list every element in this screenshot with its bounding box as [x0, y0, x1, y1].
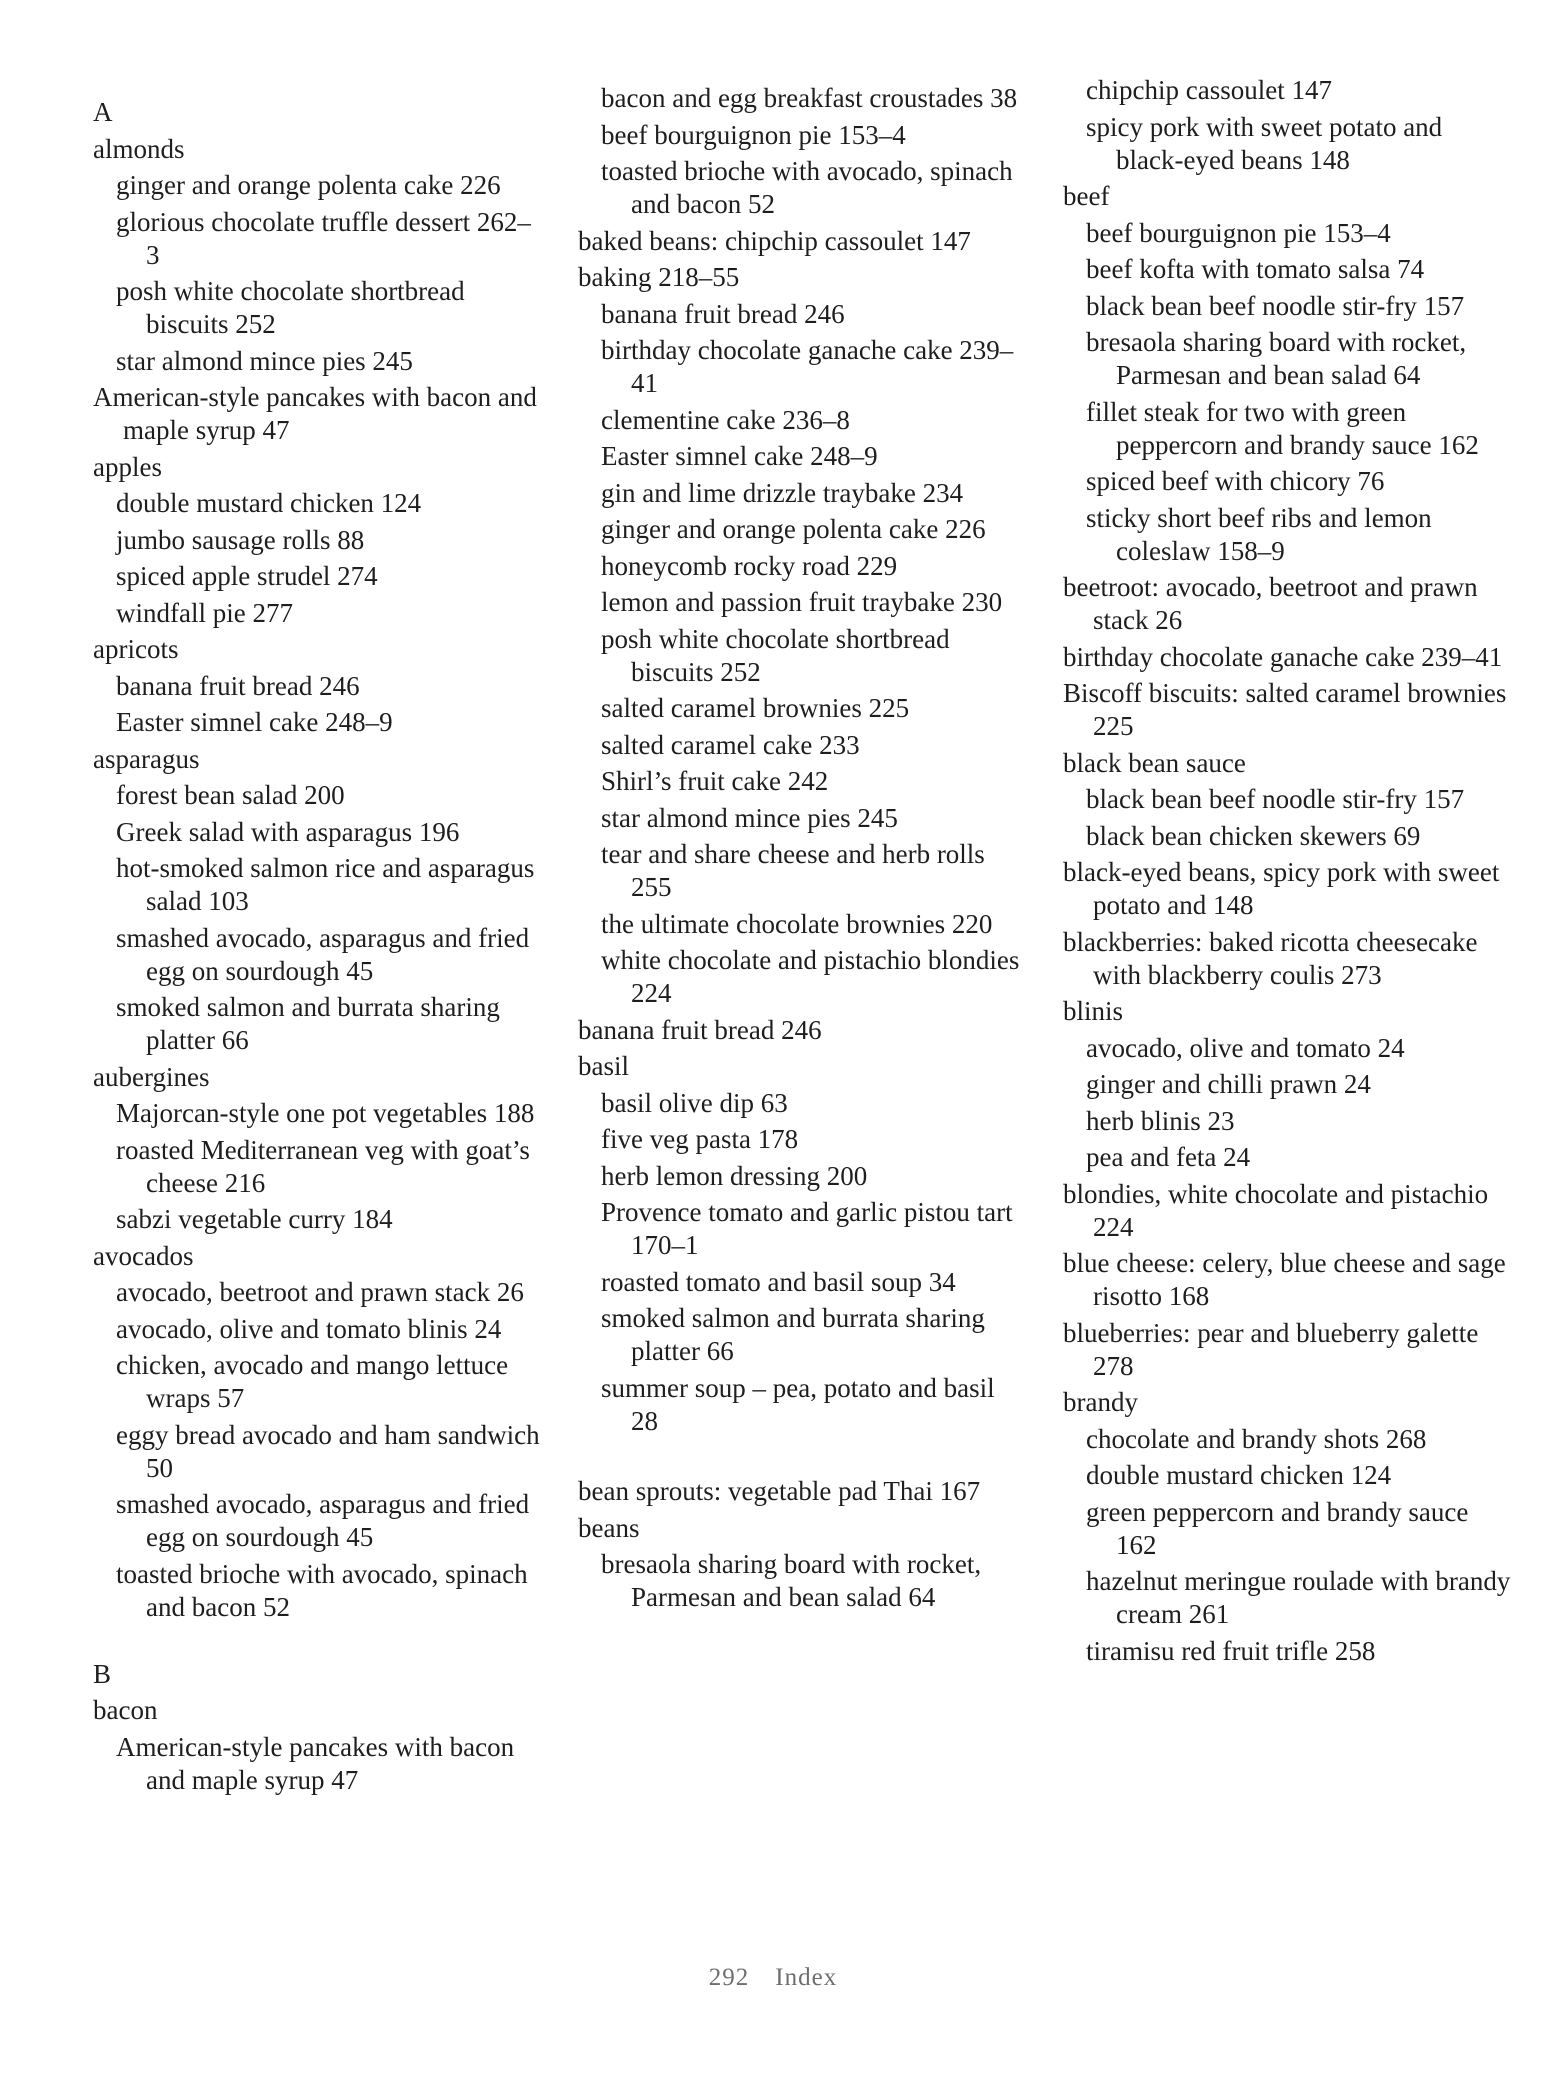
index-heading: blue cheese: celery, blue cheese and sage risotto 168	[1063, 1248, 1506, 1311]
index-subentry: green peppercorn and brandy sauce 162	[1086, 1496, 1469, 1560]
index-subentry: honeycomb rocky road 229	[601, 550, 898, 581]
index-column-3	[1063, 74, 1513, 1668]
index-heading: beef	[1063, 181, 1110, 211]
section-title: Index	[775, 1964, 838, 1991]
index-subentry: ginger and chilli prawn 24	[1086, 1069, 1371, 1099]
index-subentry: black bean chicken skewers 69	[1086, 820, 1421, 851]
index-subentry: white chocolate and pistachio blondies 224	[601, 945, 1020, 1008]
index-heading: beetroot: avocado, beetroot and prawn stack 26	[1063, 572, 1478, 635]
index-subentry: black bean beef noodle stir-fry 157	[1086, 290, 1465, 321]
index-subentry: smoked salmon and burrata sharing platter 66	[601, 1303, 985, 1366]
section-letter: A	[93, 97, 113, 127]
index-subentry: banana fruit bread 246	[601, 298, 845, 329]
index-subentry: spiced beef with chicory 76	[1086, 466, 1385, 496]
index-subentry: double mustard chicken 124	[116, 488, 422, 518]
index-subentry: sabzi vegetable curry 184	[116, 1204, 393, 1234]
index-heading: American-style pancakes with bacon and maple syrup 47	[93, 382, 537, 445]
index-subentry: bacon and egg breakfast croustades 38	[601, 83, 1018, 113]
index-subentry: tiramisu red fruit trifle 258	[1086, 1635, 1376, 1666]
index-subentry: chocolate and brandy shots 268	[1086, 1423, 1427, 1454]
index-subentry: herb lemon dressing 200	[601, 1160, 868, 1191]
index-heading: basil	[578, 1051, 629, 1081]
index-subentry: ginger and orange polenta cake 226	[116, 170, 501, 200]
index-subentry: star almond mince pies 245	[116, 345, 413, 376]
index-subentry: star almond mince pies 245	[601, 802, 898, 833]
index-heading: almonds	[93, 133, 185, 164]
index-heading: avocados	[93, 1240, 194, 1271]
index-subentry: clementine cake 236–8	[601, 404, 850, 435]
section-gap	[578, 1438, 1028, 1472]
index-subentry: banana fruit bread 246	[116, 670, 360, 701]
index-subentry: salted caramel brownies 225	[601, 693, 910, 723]
index-subentry: bresaola sharing board with rocket, Parmesan and bean salad 64	[1086, 327, 1467, 390]
index-heading: blackberries: baked ricotta cheesecake with blackberry coulis 273	[1063, 926, 1478, 990]
index-subentry: beef kofta with tomato salsa 74	[1086, 254, 1425, 284]
index-subentry: hazelnut meringue roulade with brandy cream 261	[1086, 1566, 1511, 1629]
index-subentry: beef bourguignon pie 153–4	[1086, 217, 1391, 248]
index-subentry: basil olive dip 63	[601, 1087, 788, 1118]
index-heading: apricots	[93, 634, 179, 664]
index-subentry: roasted Mediterranean veg with goat’s cheese 216	[116, 1134, 530, 1198]
index-subentry: salted caramel cake 233	[601, 729, 860, 760]
index-subentry: gin and lime drizzle traybake 234	[601, 477, 964, 508]
index-heading: blueberries: pear and blueberry galette 278	[1063, 1317, 1479, 1381]
index-heading: Biscoff biscuits: salted caramel brownies 225	[1063, 678, 1507, 741]
index-subentry: pea and feta 24	[1086, 1142, 1251, 1172]
index-subentry: chicken, avocado and mango lettuce wraps 57	[116, 1350, 509, 1413]
index-subentry: jumbo sausage rolls 88	[116, 524, 365, 555]
index-subentry: spiced apple strudel 274	[116, 561, 378, 591]
index-subentry: hot-smoked salmon rice and asparagus salad 103	[116, 853, 535, 916]
page-number: 292	[708, 1964, 750, 1991]
index-heading: brandy	[1063, 1387, 1138, 1417]
index-heading: banana fruit bread 246	[578, 1014, 822, 1045]
index-subentry: ginger and orange polenta cake 226	[601, 514, 986, 544]
index-heading: aubergines	[93, 1061, 210, 1092]
index-subentry: herb blinis 23	[1086, 1105, 1235, 1136]
index-heading: baked beans: chipchip cassoulet 147	[578, 225, 971, 256]
index-subentry: posh white chocolate shortbread biscuits 252	[601, 623, 950, 687]
index-heading: blinis	[1063, 996, 1124, 1026]
index-subentry: black bean beef noodle stir-fry 157	[1086, 784, 1465, 814]
index-subentry: beef bourguignon pie 153–4	[601, 119, 906, 150]
index-subentry: sticky short beef ribs and lemon coleslaw 158–9	[1086, 502, 1432, 566]
index-subentry: toasted brioche with avocado, spinach and bacon 52	[601, 156, 1013, 219]
index-subentry: roasted tomato and basil soup 34	[601, 1266, 956, 1297]
index-subentry: forest bean salad 200	[116, 780, 345, 810]
index-column-1	[93, 96, 543, 1797]
index-subentry: fillet steak for two with green peppercorn and brandy sauce 162	[1086, 396, 1479, 460]
index-subentry: American-style pancakes with bacon and maple syrup 47	[116, 1731, 515, 1795]
index-subentry: double mustard chicken 124	[1086, 1460, 1392, 1490]
index-subentry: posh white chocolate shortbread biscuits 252	[116, 276, 465, 339]
section-gap	[93, 1624, 543, 1658]
index-subentry: Majorcan-style one pot vegetables 188	[116, 1098, 535, 1128]
index-heading: baking 218–55	[578, 262, 740, 292]
index-subentry: Shirl’s fruit cake 242	[601, 766, 829, 796]
index-subentry: smashed avocado, asparagus and fried egg on sourdough 45	[116, 922, 530, 986]
index-heading: black-eyed beans, spicy pork with sweet potato and 148	[1063, 857, 1500, 920]
index-heading: blondies, white chocolate and pistachio 224	[1063, 1178, 1489, 1242]
index-subentry: spicy pork with sweet potato and black-eyed beans 148	[1086, 111, 1443, 175]
index-subentry: tear and share cheese and herb rolls 255	[601, 839, 985, 902]
index-heading: beans	[578, 1512, 640, 1543]
index-subentry: smashed avocado, asparagus and fried egg on sourdough 45	[116, 1489, 530, 1552]
index-subentry: the ultimate chocolate brownies 220	[601, 908, 993, 939]
index-subentry: glorious chocolate truffle dessert 262–3	[116, 206, 531, 270]
index-subentry: Easter simnel cake 248–9	[601, 441, 878, 471]
index-subentry: bresaola sharing board with rocket, Parmesan and bean salad 64	[601, 1549, 982, 1612]
index-subentry: five veg pasta 178	[601, 1124, 799, 1154]
index-subentry: birthday chocolate ganache cake 239–41	[601, 335, 1014, 398]
index-heading: apples	[93, 451, 162, 482]
index-subentry: eggy bread avocado and ham sandwich 50	[116, 1419, 540, 1483]
index-subentry: windfall pie 277	[116, 597, 293, 628]
index-column-2	[578, 82, 1028, 1614]
index-subentry: Provence tomato and garlic pistou tart 170–1	[601, 1197, 1013, 1260]
page-footer	[0, 1964, 1546, 1992]
index-subentry: avocado, beetroot and prawn stack 26	[116, 1277, 524, 1307]
index-subentry: toasted brioche with avocado, spinach and bacon 52	[116, 1558, 528, 1622]
index-subentry: avocado, olive and tomato blinis 24	[116, 1313, 502, 1344]
index-subentry: avocado, olive and tomato 24	[1086, 1032, 1405, 1063]
index-heading: bean sprouts: vegetable pad Thai 167	[578, 1476, 981, 1506]
index-heading: asparagus	[93, 743, 200, 774]
index-heading: birthday chocolate ganache cake 239–41	[1063, 641, 1503, 672]
index-subentry: lemon and passion fruit traybake 230	[601, 587, 1003, 617]
section-letter: B	[93, 1658, 112, 1689]
index-subentry: summer soup – pea, potato and basil 28	[601, 1372, 995, 1436]
index-subentry: Greek salad with asparagus 196	[116, 816, 460, 847]
index-subentry: Easter simnel cake 248–9	[116, 707, 393, 737]
index-subentry: smoked salmon and burrata sharing platter 66	[116, 992, 500, 1055]
index-heading: bacon	[93, 1695, 158, 1725]
index-heading: black bean sauce	[1063, 747, 1246, 778]
index-subentry: chipchip cassoulet 147	[1086, 75, 1332, 105]
